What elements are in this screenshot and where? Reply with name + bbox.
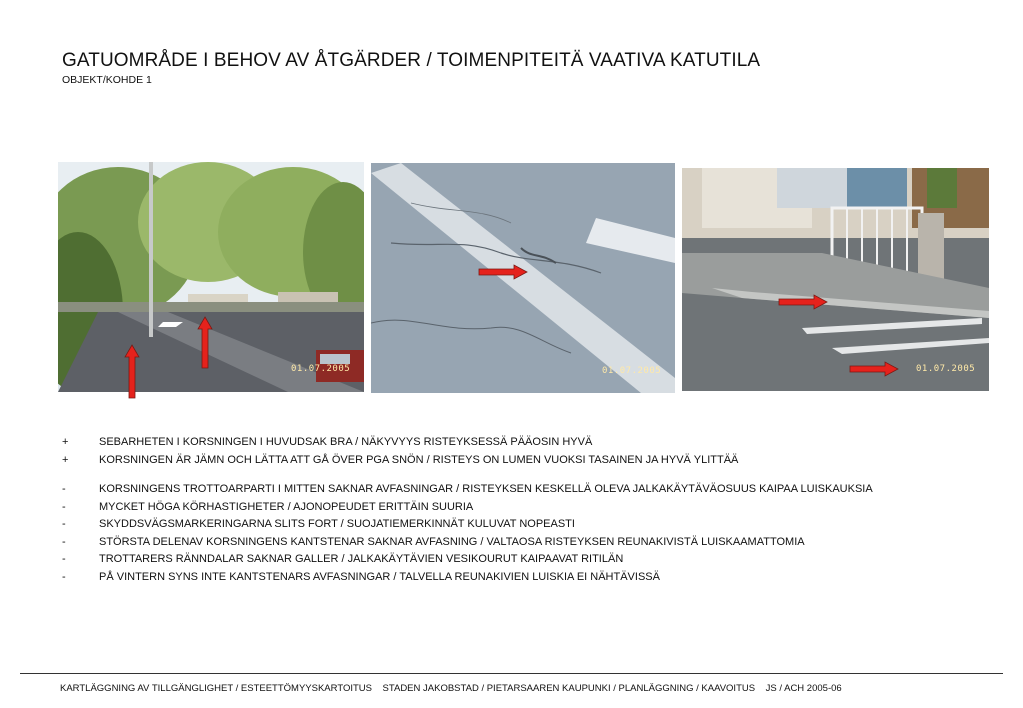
photo-date-stamp: 01.07.2005 (916, 364, 976, 374)
photo-date-stamp: 01.07.2005 (602, 366, 662, 376)
red-arrow-up-icon (124, 344, 140, 399)
finding-text: PÅ VINTERN SYNS INTE KANTSTENARS AVFASNINGAR / TALVELLA REUNAKIVIEN LUISKIA EI NÄHTÄVISSÄ (99, 570, 660, 583)
finding-item-negative (60, 483, 960, 497)
finding-marker-plus: + (62, 453, 69, 466)
red-arrow-right-icon (849, 361, 899, 377)
footer-divider (20, 673, 1003, 674)
finding-marker-minus: - (62, 483, 66, 495)
finding-item-negative (60, 571, 960, 585)
photo-curb-fence (682, 168, 989, 391)
finding-text: KORSNINGENS TROTTOARPARTI I MITTEN SAKNAR AVFASNINGAR / RISTEYKSEN KESKELLÄ OLEVA JALKAKÄYTÄVÄOSUUS KAIPAA LUISKAUKSIA (99, 483, 873, 495)
red-arrow-up-icon (197, 316, 213, 369)
finding-marker-plus: + (62, 436, 69, 448)
finding-item-positive (60, 436, 960, 450)
finding-marker-minus: - (62, 570, 66, 583)
finding-marker-minus: - (62, 500, 66, 513)
finding-text: SKYDDSVÄGSMARKERINGARNA SLITS FORT / SUOJATIEMERKINNÄT KULUVAT NOPEASTI (99, 518, 575, 530)
finding-marker-minus: - (62, 553, 66, 565)
findings-list (60, 436, 960, 588)
finding-item-negative (60, 536, 960, 550)
footer-text: KARTLÄGGNING AV TILLGÄNGLIGHET / ESTEETTÖMYYSKARTOITUS STADEN JAKOBSTAD / PIETARSAAREN KAUPUNKI / PLANLÄGGNING / KAAVOITUS JS / ACH 2005-06 (60, 683, 842, 694)
photo-curb-fence-image (682, 168, 989, 391)
finding-text: KORSNINGEN ÄR JÄMN OCH LÄTTA ATT GÅ ÖVER PGA SNÖN / RISTEYS ON LUMEN VUOKSI TASAINEN JA HYVÄ YLITTÄÄ (99, 453, 739, 466)
finding-text: SEBARHETEN I KORSNINGEN I HUVUDSAK BRA / NÄKYVYYS RISTEYKSESSÄ PÄÄOSIN HYVÄ (99, 436, 593, 448)
finding-item-negative (60, 518, 960, 532)
page-subtitle: OBJEKT/KOHDE 1 (62, 74, 152, 86)
page-title: GATUOMRÅDE I BEHOV AV ÅTGÄRDER / TOIMENPITEITÄ VAATIVA KATUTILA (62, 50, 761, 71)
finding-text: MYCKET HÖGA KÖRHASTIGHETER / AJONOPEUDET ERITTÄIN SUURIA (99, 500, 474, 513)
photo-date-stamp: 01.07.2005 (291, 364, 351, 374)
finding-marker-minus: - (62, 535, 66, 548)
finding-item-negative (60, 553, 960, 567)
finding-text: STÖRSTA DELENAV KORSNINGENS KANTSTENAR SAKNAR AVFASNING / VALTAOSA RISTEYKSEN REUNAKIVISTÄ LUISKAAMATTOMIA (99, 535, 805, 548)
finding-marker-minus: - (62, 518, 66, 530)
red-arrow-right-icon (478, 264, 528, 280)
red-arrow-right-icon (778, 294, 828, 310)
finding-item-negative (60, 501, 960, 515)
finding-item-positive (60, 454, 960, 468)
finding-text: TROTTARERS RÄNNDALAR SAKNAR GALLER / JALKAKÄYTÄVIEN VESIKOURUT KAIPAAVAT RITILÄN (99, 553, 624, 565)
